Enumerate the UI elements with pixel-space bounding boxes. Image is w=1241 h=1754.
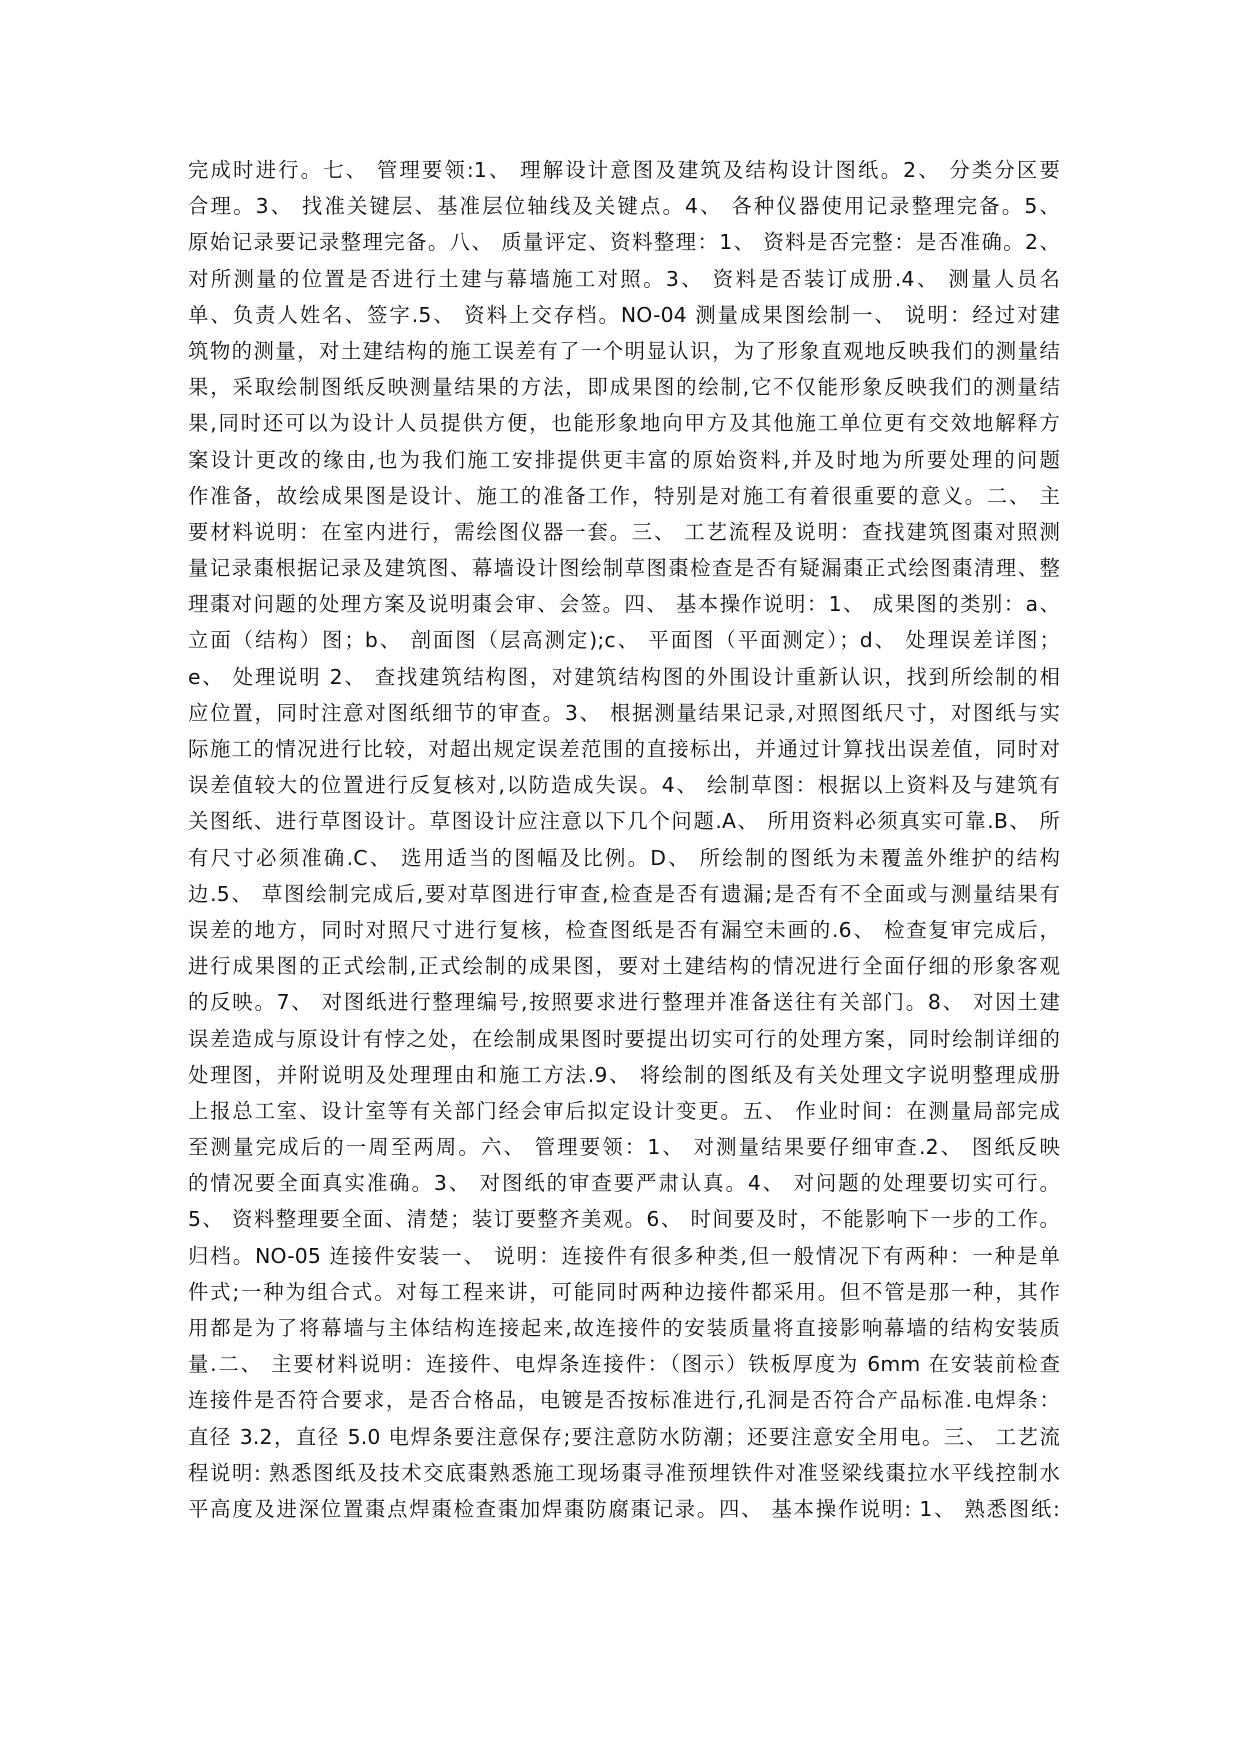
text-line: 件式;一种为组合式。对每工程来讲，可能同时两种边接件都采用。但不管是那一种，其作 [188,1279,1060,1304]
text-line: 量记录棗根据记录及建筑图、幕墙设计图绘制草图棗检查是否有疑漏棗正式绘图棗清理、整 [188,556,1060,581]
text-line: 归档。NO-05 连接件安装一、 说明：连接件有很多种类,但一般情况下有两种：一种是单 [188,1243,1060,1268]
text-line: 立面（结构）图；b、 剖面图（层高测定);c、 平面图（平面测定）；d、 处理误差详图； [188,628,1060,653]
text-line: 平高度及进深位置棗点焊棗检查棗加焊棗防腐棗记录。四、 基本操作说明: 1、 熟悉图纸: [188,1496,1060,1521]
text-line: 应位置，同时注意对图纸细节的审查。3、 根据测量结果记录,对照图纸尺寸，对图纸与实 [188,700,1060,725]
text-line: 果,同时还可以为设计人员提供方便，也能形象地向甲方及其他施工单位更有交效地解释方 [188,411,1060,436]
text-line: 作准备，故绘成果图是设计、施工的准备工作，特别是对施工有着很重要的意义。二、 主 [188,483,1060,508]
text-line: 5、 资料整理要全面、清楚；装订要整齐美观。6、 时间要及时，不能影响下一步的工作。 [188,1207,1060,1232]
text-line: 合理。3、 找准关键层、基准层位轴线及关键点。4、 各种仪器使用记录整理完备。5、 [188,194,1060,219]
text-line: 进行成果图的正式绘制,正式绘制的成果图，要对土建结构的情况进行全面仔细的形象客观 [188,954,1060,979]
text-line: 的情况要全面真实准确。3、 对图纸的审查要严肃认真。4、 对问题的处理要切实可行。 [188,1171,1060,1196]
text-line: 用都是为了将幕墙与主体结构连接起来,故连接件的安装质量将直接影响幕墙的结构安装质 [188,1316,1060,1340]
text-line: 至测量完成后的一周至两周。六、 管理要领：1、 对测量结果要仔细审查.2、 图纸反映 [188,1135,1060,1160]
text-line: 果，采取绘制图纸反映测量结果的方法，即成果图的绘制,它不仅能形象反映我们的测量结 [188,375,1060,400]
text-line: 连接件是否符合要求，是否合格品，电镀是否按标准进行,孔洞是否符合产品标准.电焊条： [188,1388,1060,1413]
text-line: 的反映。7、 对图纸进行整理编号,按照要求进行整理并准备送往有关部门。8、 对因土建 [188,990,1060,1015]
text-line: e、 处理说明 2、 查找建筑结构图，对建筑结构图的外围设计重新认识，找到所绘制的相 [188,664,1060,689]
body-text [188,152,1060,1527]
text-line: 上报总工室、设计室等有关部门经会审后拟定设计变更。五、 作业时间：在测量局部完成 [188,1098,1060,1123]
text-line: 筑物的测量，对土建结构的施工误差有了一个明显认识，为了形象直观地反映我们的测量结 [188,338,1060,363]
text-line: 误差值较大的位置进行反复核对,以防造成失误。4、 绘制草图：根据以上资料及与建筑有 [188,773,1060,798]
text-line: 程说明: 熟悉图纸及技术交底棗熟悉施工现场棗寻准预埋铁件对准竖梁线棗拉水平线控制水 [188,1460,1060,1485]
text-line: 有尺寸必须准确.C、 选用适当的图幅及比例。D、 所绘制的图纸为未覆盖外维护的结构 [188,845,1060,870]
text-line: 量.二、 主要材料说明：连接件、电焊条连接件：（图示）铁板厚度为 6mm 在安装前检查 [188,1352,1060,1377]
text-line: 完成时进行。七、 管理要领:1、 理解设计意图及建筑及结构设计图纸。2、 分类分区要 [188,158,1060,182]
text-line: 要材料说明：在室内进行，需绘图仪器一套。三、 工艺流程及说明：查找建筑图棗对照测 [188,519,1060,544]
text-line: 误差造成与原设计有悖之处，在绘制成果图时要提出切实可行的处理方案，同时绘制详细的 [188,1026,1060,1051]
text-line: 误差的地方，同时对照尺寸进行复核，检查图纸是否有漏空未画的.6、 检查复审完成后， [188,917,1060,942]
text-line: 原始记录要记录整理完备。八、 质量评定、资料整理：1、 资料是否完整：是否准确。2、 [188,230,1060,255]
text-line: 理棗对问题的处理方案及说明棗会审、会签。四、 基本操作说明：1、 成果图的类别：a、 [188,592,1060,617]
text-line: 单、负责人姓名、签字.5、 资料上交存档。NO-04 测量成果图绘制一、 说明：经过对建 [188,302,1060,327]
text-line: 边.5、 草图绘制完成后,要对草图进行审查,检查是否有遗漏;是否有不全面或与测量结果有 [188,881,1060,906]
text-line: 对所测量的位置是否进行土建与幕墙施工对照。3、 资料是否装订成册.4、 测量人员名 [188,266,1060,291]
text-line: 际施工的情况进行比较，对超出规定误差范围的直接标出，并通过计算找出误差值，同时对 [188,737,1060,761]
text-line: 直径 3.2，直径 5.0 电焊条要注意保存;要注意防水防潮；还要注意安全用电。三、 工艺流 [188,1424,1060,1449]
text-line: 处理图，并附说明及处理理由和施工方法.9、 将绘制的图纸及有关处理文字说明整理成册 [188,1062,1060,1087]
text-line: 案设计更改的缘由,也为我们施工安排提供更丰富的原始资料,并及时地为所要处理的问题 [188,447,1060,472]
text-line: 关图纸、进行草图设计。草图设计应注意以下几个问题.A、 所用资料必须真实可靠.B、 所 [188,809,1060,834]
